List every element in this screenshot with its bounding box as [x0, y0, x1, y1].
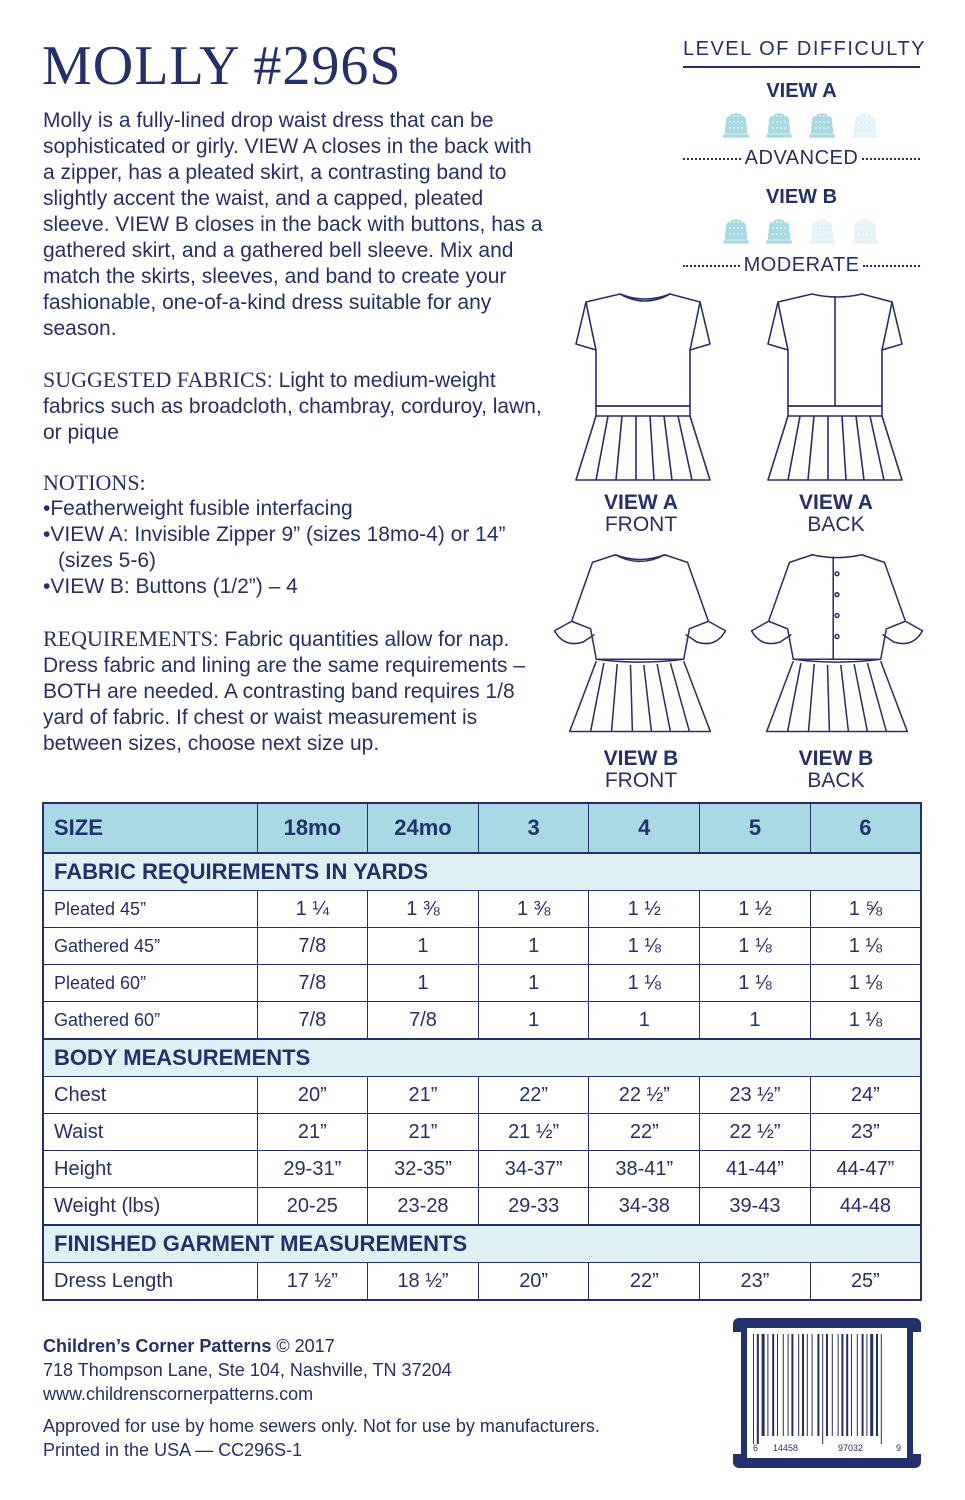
intro-paragraph: Molly is a fully-lined drop waist dress that can be sophisticated or girly. VIEW A closes in the back with a zipper, has a pleated skirt, a contrasting band to slightly accent the waist, and a capped, pleated sleeve. VIEW B closes in the back with buttons, has a gathered skirt, and a gathered bell sleeve. Mix and match the skirts, sleeves, and band to create your fashionable, one-of-a-kind dress suitable for any season.: [43, 109, 543, 340]
row-label: Chest: [43, 1077, 257, 1114]
row-label: Height: [43, 1151, 257, 1188]
barcode-bar: [862, 1334, 864, 1436]
table-cell: 22 ½”: [700, 1114, 811, 1151]
difficulty-rule: [683, 66, 920, 68]
row-label: Waist: [43, 1114, 257, 1151]
barcode-bar: [802, 1334, 804, 1436]
size-header-cell: 6: [810, 803, 921, 853]
barcode-bar: [788, 1334, 789, 1436]
website-link[interactable]: www.childrenscornerpatterns.com: [43, 1384, 314, 1404]
barcode-bar: [762, 1334, 765, 1436]
notion-item: • Featherweight fusible interfacing: [43, 496, 543, 522]
barcode-bar: [812, 1334, 813, 1436]
row-label: Gathered 45”: [43, 928, 257, 965]
table-cell: 1 ⅛: [589, 928, 700, 965]
table-cell: 21 ½”: [478, 1114, 589, 1151]
table-cell: 1 ⅛: [700, 928, 811, 965]
table-section-title: FINISHED GARMENT MEASUREMENTS: [43, 1225, 921, 1263]
fabrics-heading: SUGGESTED FABRICS: [43, 367, 267, 392]
table-cell: 21”: [257, 1114, 368, 1151]
table-row: [43, 891, 921, 928]
table-cell: 44-47”: [810, 1151, 921, 1188]
difficulty-view-a-label: VIEW A: [766, 80, 837, 102]
table-cell: 34-38: [589, 1188, 700, 1226]
footer-contact: [43, 1334, 452, 1406]
table-cell: 7/8: [257, 1002, 368, 1040]
usage-notice: Approved for use by home sewers only. Not for use by manufacturers.: [43, 1416, 600, 1436]
table-cell: 38-41”: [589, 1151, 700, 1188]
barcode-bar: [851, 1334, 852, 1436]
size-requirements-table: [42, 802, 922, 1301]
table-cell: 23”: [700, 1263, 811, 1301]
table-cell: 23”: [810, 1114, 921, 1151]
difficulty-view-b-level: [683, 254, 920, 277]
barcode-bar: [866, 1334, 867, 1436]
barcode-bar: [798, 1334, 799, 1436]
thimble-icon: [761, 212, 797, 253]
thimble-icon: [718, 212, 754, 253]
table-section-title: FABRIC REQUIREMENTS IN YARDS: [43, 853, 921, 891]
difficulty-view-a-level: [683, 147, 920, 170]
thimble-icon: [847, 212, 883, 253]
table-cell: 1 ½: [589, 891, 700, 928]
level-text: ADVANCED: [744, 147, 859, 169]
caption-view-a-front: [561, 492, 721, 536]
table-cell: 1: [589, 1002, 700, 1040]
notions-heading: NOTIONS:: [43, 470, 146, 495]
address: 718 Thompson Lane, Ste 104, Nashville, TN 37204: [43, 1360, 452, 1380]
caption-view-b-back: [756, 748, 916, 792]
thimble-icon: [804, 106, 840, 147]
caption-line1: VIEW B: [798, 747, 874, 770]
barcode-bar: [753, 1334, 754, 1444]
size-header-row: [43, 803, 921, 853]
table-section-row: [43, 853, 921, 891]
size-header-cell: 3: [478, 803, 589, 853]
barcode-bar: [791, 1334, 793, 1436]
table-cell: 17 ½”: [257, 1263, 368, 1301]
table-cell: 18 ½”: [368, 1263, 479, 1301]
barcode-bar: [876, 1334, 878, 1436]
barcode-bar: [832, 1334, 833, 1436]
barcode-bar: [783, 1334, 784, 1436]
notions-section: [43, 470, 543, 600]
barcode-bar: [757, 1334, 759, 1444]
table-cell: 21”: [368, 1077, 479, 1114]
table-cell: 34-37”: [478, 1151, 589, 1188]
table-cell: 1: [478, 965, 589, 1002]
difficulty-view-b-label: VIEW B: [765, 186, 838, 208]
thimble-rating-view-b: [718, 212, 883, 253]
table-cell: 44-48: [810, 1188, 921, 1226]
caption-line2: BACK: [807, 769, 865, 792]
requirements-section: [43, 626, 533, 757]
barcode-group2: 97032: [838, 1443, 864, 1453]
caption-view-b-front: [561, 748, 721, 792]
table-cell: 7/8: [257, 928, 368, 965]
table-cell: 1 ¼: [257, 891, 368, 928]
table-row: [43, 1263, 921, 1301]
table-cell: 22 ½”: [589, 1077, 700, 1114]
table-section-title: BODY MEASUREMENTS: [43, 1039, 921, 1077]
barcode-bar: [857, 1334, 858, 1436]
table-cell: 22”: [589, 1114, 700, 1151]
table-cell: 24”: [810, 1077, 921, 1114]
table-row: [43, 1114, 921, 1151]
barcode-bar: [846, 1334, 848, 1436]
table-cell: 1 ⅜: [478, 891, 589, 928]
caption-view-a-back: [756, 492, 916, 536]
table-cell: 21”: [368, 1114, 479, 1151]
barcode-bar: [870, 1334, 873, 1436]
table-cell: 29-31”: [257, 1151, 368, 1188]
table-cell: 7/8: [257, 965, 368, 1002]
table-cell: 32-35”: [368, 1151, 479, 1188]
row-label: Gathered 60”: [43, 1002, 257, 1040]
size-header-cell: 18mo: [257, 803, 368, 853]
caption-line1: VIEW B: [603, 747, 679, 770]
thimble-icon: [847, 106, 883, 147]
table-row: [43, 965, 921, 1002]
table-cell: 7/8: [368, 1002, 479, 1040]
table-row: [43, 1077, 921, 1114]
table-section-row: [43, 1039, 921, 1077]
caption-line2: BACK: [807, 513, 865, 536]
table-cell: 23-28: [368, 1188, 479, 1226]
barcode-left-digit: 6: [753, 1443, 759, 1453]
barcode-bar: [822, 1334, 823, 1444]
table-cell: 20”: [257, 1077, 368, 1114]
view-b-front-sketch: [545, 540, 735, 750]
copyright: © 2017: [271, 1336, 335, 1356]
table-cell: 1 ⅛: [589, 965, 700, 1002]
table-cell: 1 ⅛: [810, 928, 921, 965]
barcode-bar: [826, 1334, 828, 1436]
notion-item: • VIEW B: Buttons (1/2”) – 4: [43, 574, 543, 600]
view-a-front-sketch: [550, 282, 740, 492]
barcode-bar: [838, 1334, 839, 1436]
barcode-right-digit: 9: [896, 1443, 902, 1453]
barcode-bar: [767, 1334, 768, 1436]
row-label: Pleated 45”: [43, 891, 257, 928]
row-label: Weight (lbs): [43, 1188, 257, 1226]
caption-line2: FRONT: [604, 769, 678, 792]
notion-item: • VIEW A: Invisible Zipper 9” (sizes 18mo-4) or 14” (sizes 5-6): [43, 522, 543, 574]
size-header-cell: 24mo: [368, 803, 479, 853]
pattern-title: MOLLY #296S: [42, 35, 402, 97]
table-cell: 1: [478, 928, 589, 965]
caption-line2: FRONT: [604, 513, 678, 536]
table-cell: 20-25: [257, 1188, 368, 1226]
table-cell: 1: [478, 1002, 589, 1040]
table-cell: 1 ⅛: [810, 965, 921, 1002]
barcode-bar: [807, 1334, 808, 1436]
table-cell: 1: [368, 928, 479, 965]
table-section-row: [43, 1225, 921, 1263]
requirements-text: : Fabric quantities allow for nap. Dress fabric and lining are the same requirements – BOTH are needed. A contrasting band requires 1/8 yard of fabric. If chest or waist measurement is between sizes, choose next size up.: [43, 628, 526, 755]
thimble-rating-view-a: [718, 106, 883, 147]
table-cell: 22”: [478, 1077, 589, 1114]
view-a-back-sketch: [742, 282, 932, 492]
row-label: Pleated 60”: [43, 965, 257, 1002]
suggested-fabrics: [43, 367, 543, 446]
table-cell: 1 ⅜: [368, 891, 479, 928]
caption-line1: VIEW A: [604, 491, 678, 514]
print-notice: Printed in the USA — CC296S-1: [43, 1440, 303, 1460]
table-cell: 1: [700, 1002, 811, 1040]
table-cell: 1: [368, 965, 479, 1002]
company-name: Children’s Corner Patterns: [43, 1336, 272, 1356]
barcode-bar: [772, 1334, 774, 1436]
table-row: [43, 1188, 921, 1226]
row-label: Dress Length: [43, 1263, 257, 1301]
barcode-bar: [841, 1334, 843, 1436]
table-cell: 20”: [478, 1263, 589, 1301]
barcode: [733, 1318, 921, 1468]
requirements-heading: REQUIREMENTS: [43, 626, 213, 651]
table-cell: 1 ½: [700, 891, 811, 928]
barcode-bar: [777, 1334, 778, 1436]
table-row: [43, 928, 921, 965]
notions-list: [43, 496, 543, 600]
table-cell: 39-43: [700, 1188, 811, 1226]
table-cell: 23 ½”: [700, 1077, 811, 1114]
table-cell: 25”: [810, 1263, 921, 1301]
table-row: [43, 1151, 921, 1188]
table-cell: 1 ⅛: [810, 1002, 921, 1040]
level-text: MODERATE: [743, 254, 860, 276]
thimble-icon: [804, 212, 840, 253]
thimble-icon: [718, 106, 754, 147]
size-header-cell: 5: [700, 803, 811, 853]
fabrics-text: : Light to medium-weight fabrics such as broadcloth, chambray, corduroy, lawn, or pique: [43, 369, 542, 444]
table-cell: 1 ⅛: [700, 965, 811, 1002]
table-cell: 1 ⅝: [810, 891, 921, 928]
barcode-group1: 14458: [773, 1443, 799, 1453]
table-cell: 29-33: [478, 1188, 589, 1226]
thimble-icon: [761, 106, 797, 147]
view-b-back-sketch: [742, 540, 932, 750]
table-cell: 22”: [589, 1263, 700, 1301]
size-column-header: SIZE: [43, 803, 257, 853]
caption-line1: VIEW A: [799, 491, 873, 514]
barcode-bar: [817, 1334, 819, 1436]
difficulty-title: LEVEL OF DIFFICULTY: [683, 38, 926, 60]
size-header-cell: 4: [589, 803, 700, 853]
table-row: [43, 1002, 921, 1040]
barcode-bar: [881, 1334, 882, 1444]
table-cell: 41-44”: [700, 1151, 811, 1188]
footer-notice: [43, 1414, 600, 1462]
